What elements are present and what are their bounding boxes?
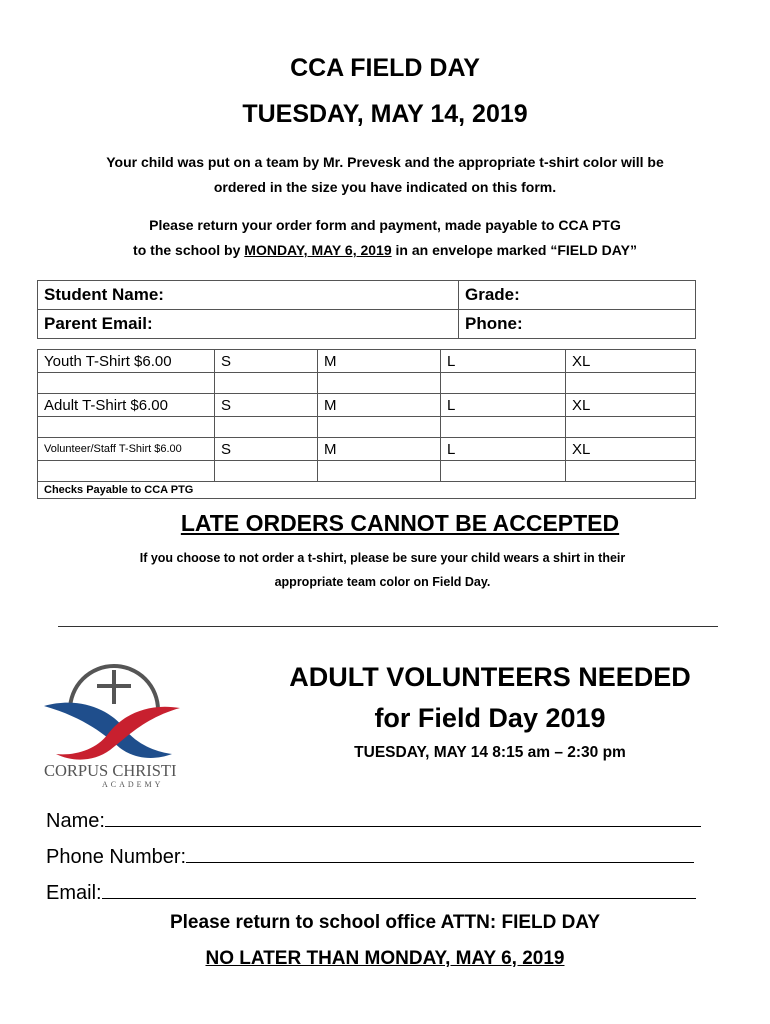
email-label: Email: — [46, 882, 102, 904]
return-deadline: MONDAY, MAY 6, 2019 — [244, 242, 392, 258]
late-note-line-1: If you choose to not order a t-shirt, please be sure your child wears a shirt in their — [139, 551, 626, 565]
youth-tshirt-label: Youth T-Shirt $6.00 — [38, 350, 215, 373]
page-title: CCA FIELD DAY — [290, 54, 480, 82]
intro-line-1: Your child was put on a team by Mr. Prevesk and the appropriate t-shirt color will be — [106, 154, 664, 170]
grade-field[interactable]: Grade: — [459, 281, 696, 310]
adult-qty-l[interactable] — [441, 417, 566, 438]
tshirt-order-table — [37, 349, 696, 499]
size-s: S — [215, 350, 318, 373]
phone-input-line[interactable] — [186, 842, 694, 863]
return-pre: to the school by — [133, 242, 245, 258]
size-xl: XL — [566, 438, 696, 461]
size-l: L — [441, 438, 566, 461]
youth-qty-m[interactable] — [318, 373, 441, 394]
name-input-line[interactable] — [105, 806, 701, 827]
volunteer-qty-blank[interactable] — [38, 461, 215, 482]
volunteers-heading: ADULT VOLUNTEERS NEEDED — [289, 662, 691, 692]
volunteer-qty-xl[interactable] — [566, 461, 696, 482]
late-orders-note — [0, 546, 765, 594]
section-divider — [58, 626, 718, 627]
student-name-field[interactable]: Student Name: — [38, 281, 459, 310]
volunteer-qty-l[interactable] — [441, 461, 566, 482]
adult-tshirt-label: Adult T-Shirt $6.00 — [38, 394, 215, 417]
return-post: in an envelope marked “FIELD DAY” — [391, 242, 637, 258]
logo-sub: ACADEMY — [102, 780, 164, 788]
logo-icon — [40, 648, 190, 788]
volunteer-tshirt-label: Volunteer/Staff T-Shirt $6.00 — [38, 438, 215, 461]
volunteer-phone-row — [46, 842, 694, 869]
size-s: S — [215, 438, 318, 461]
adult-qty-blank[interactable] — [38, 417, 215, 438]
student-info-table — [37, 280, 696, 339]
return-line-1: Please return your order form and payment, made payable to CCA PTG — [149, 217, 621, 233]
late-note-line-2: appropriate team color on Field Day. — [274, 575, 491, 589]
size-xl: XL — [566, 350, 696, 373]
parent-email-field[interactable]: Parent Email: — [38, 310, 459, 339]
volunteer-name-row — [46, 806, 701, 833]
return-office-note: Please return to school office ATTN: FIELD DAY — [169, 912, 601, 933]
volunteer-qty-s[interactable] — [215, 461, 318, 482]
size-xl: XL — [566, 394, 696, 417]
return-line-2 — [0, 238, 770, 263]
corpus-christi-logo — [40, 648, 190, 788]
youth-qty-l[interactable] — [441, 373, 566, 394]
name-label: Name: — [46, 810, 105, 832]
checks-payable-note: Checks Payable to CCA PTG — [38, 482, 696, 499]
volunteer-email-row — [46, 878, 696, 905]
volunteer-time: TUESDAY, MAY 14 8:15 am – 2:30 pm — [354, 744, 626, 761]
adult-qty-m[interactable] — [318, 417, 441, 438]
adult-qty-xl[interactable] — [566, 417, 696, 438]
youth-qty-xl[interactable] — [566, 373, 696, 394]
late-orders-heading: LATE ORDERS CANNOT BE ACCEPTED — [180, 510, 620, 536]
youth-qty-s[interactable] — [215, 373, 318, 394]
size-m: M — [318, 438, 441, 461]
size-l: L — [441, 350, 566, 373]
intro-line-2: ordered in the size you have indicated on this form. — [213, 179, 557, 195]
event-date: TUESDAY, MAY 14, 2019 — [242, 100, 528, 128]
size-l: L — [441, 394, 566, 417]
return-instructions — [0, 213, 770, 263]
size-m: M — [318, 350, 441, 373]
size-m: M — [318, 394, 441, 417]
volunteer-qty-m[interactable] — [318, 461, 441, 482]
size-s: S — [215, 394, 318, 417]
logo-name: CORPUS CHRISTI — [44, 761, 177, 780]
return-deadline-note: NO LATER THAN MONDAY, MAY 6, 2019 — [205, 948, 565, 969]
phone-label: Phone Number: — [46, 846, 187, 868]
adult-qty-s[interactable] — [215, 417, 318, 438]
phone-field[interactable]: Phone: — [459, 310, 696, 339]
volunteers-subheading: for Field Day 2019 — [374, 703, 606, 733]
intro-text — [0, 150, 770, 200]
email-input-line[interactable] — [102, 878, 696, 899]
youth-qty-blank[interactable] — [38, 373, 215, 394]
